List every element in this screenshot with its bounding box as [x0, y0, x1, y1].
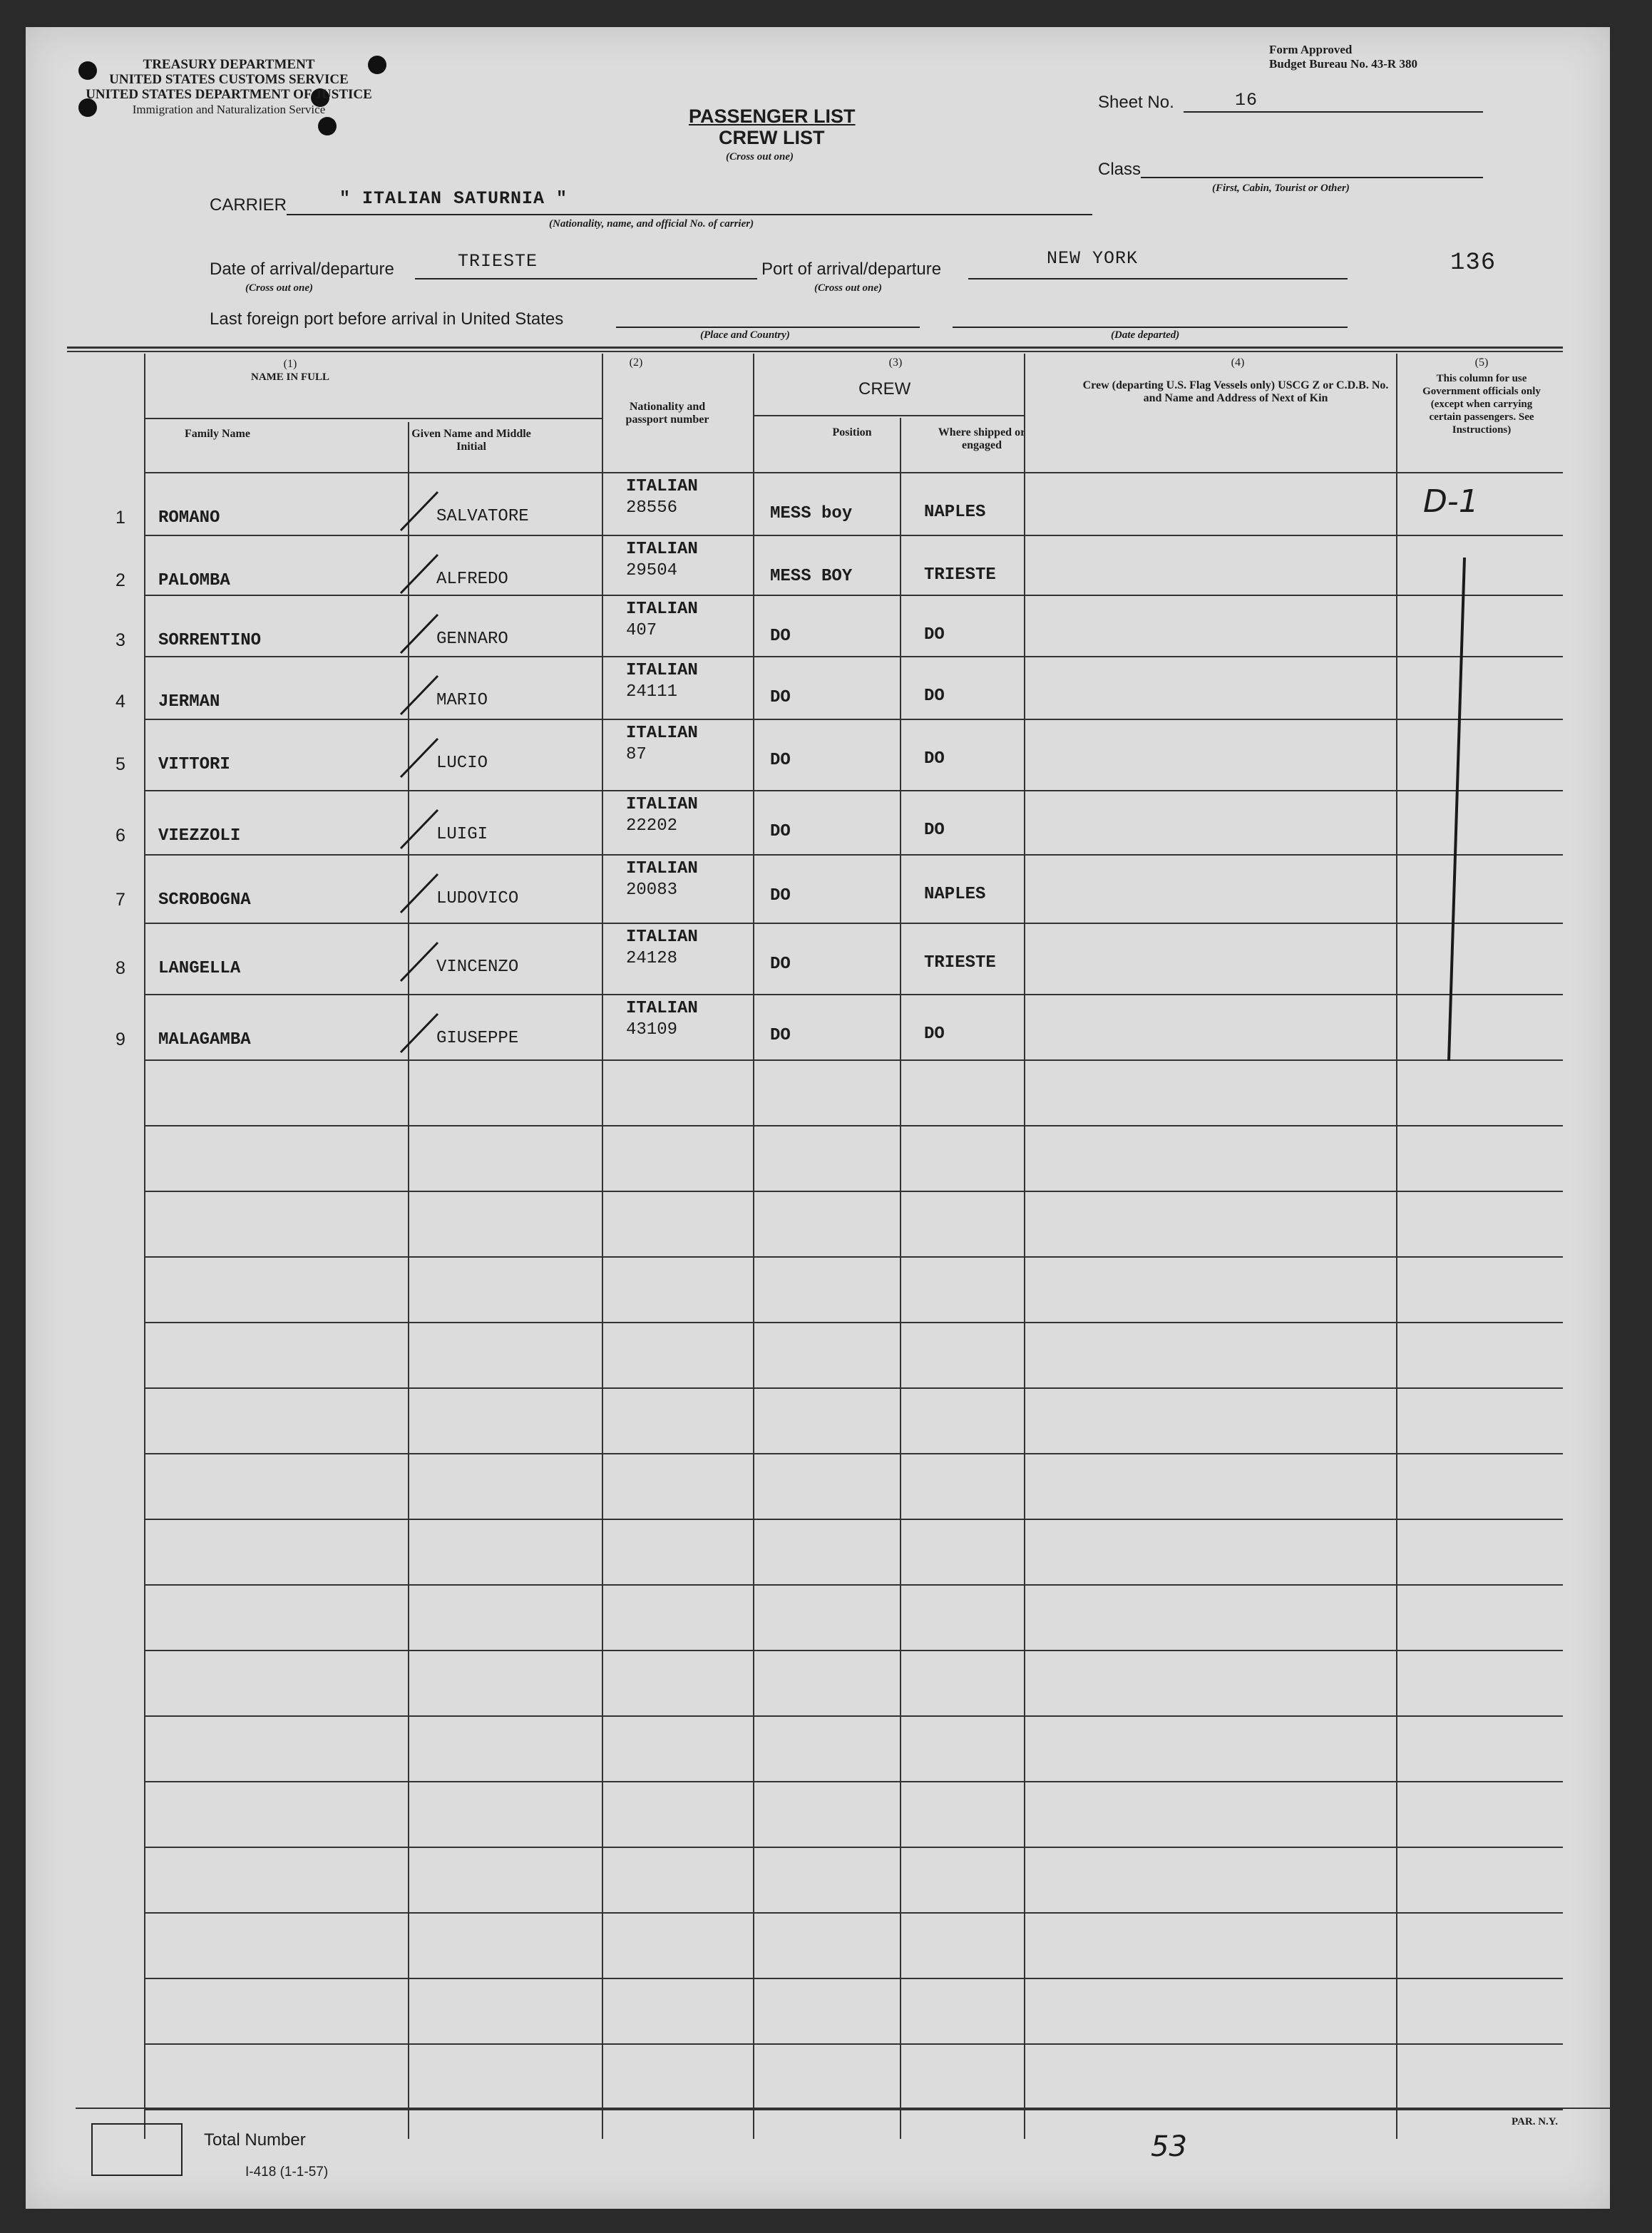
agency-line: UNITED STATES DEPARTMENT OF JUSTICE [86, 87, 372, 102]
where-shipped-cell: DO [924, 1025, 945, 1044]
passport-cell: 29504 [626, 561, 678, 580]
total-number-label: Total Number [204, 2130, 306, 2150]
column-divider [1396, 354, 1397, 2139]
form-approved: Form Approved [1269, 43, 1353, 56]
port-line [968, 278, 1348, 279]
row-line [144, 994, 1563, 995]
nationality-cell: ITALIAN [626, 477, 698, 496]
row-line [144, 656, 1563, 657]
nationality-cell: ITALIAN [626, 540, 698, 559]
check-mark-icon [398, 670, 441, 720]
row-line [144, 1191, 1563, 1192]
row-line [144, 1519, 1563, 1520]
col4-number: (4) [1231, 356, 1245, 369]
row-line [144, 2043, 1563, 2045]
given-name-cell: GIUSEPPE [436, 1029, 519, 1048]
passport-cell: 28556 [626, 498, 678, 518]
family-name-cell: JERMAN [158, 692, 220, 712]
row-line [144, 719, 1563, 720]
col3-number: (3) [888, 356, 903, 369]
row-number: 2 [116, 570, 125, 590]
class-label: Class [1098, 160, 1141, 179]
total-number-box [91, 2123, 183, 2176]
row-line [144, 1912, 1563, 1914]
position-cell: DO [770, 822, 791, 841]
family-name-header: Family Name [185, 428, 250, 440]
place-hint: (Place and Country) [700, 329, 790, 341]
row-number: 4 [116, 692, 125, 712]
given-name-cell: VINCENZO [436, 958, 519, 977]
row-line [144, 790, 1563, 791]
row-line [144, 1125, 1563, 1126]
title-passenger-list: PASSENGER LIST [689, 106, 856, 127]
row-line [144, 1650, 1563, 1651]
where-shipped-cell: DO [924, 821, 945, 840]
nationality-cell: ITALIAN [626, 795, 698, 814]
family-name-cell: LANGELLA [158, 959, 241, 978]
row-line [144, 2109, 1563, 2110]
where-shipped-cell: DO [924, 749, 945, 769]
row-number: 8 [116, 958, 125, 978]
column-divider [1024, 354, 1025, 2139]
col4-header: Crew (departing U.S. Flag Vessels only) USCG Z or C.D.B. No. and Name and Address of Next of Kin [1082, 379, 1389, 404]
row-number: 5 [116, 754, 125, 774]
row-line [144, 854, 1563, 856]
col2-number: (2) [629, 356, 643, 369]
col1-number: (1) [283, 358, 297, 370]
family-name-cell: ROMANO [158, 508, 220, 528]
check-mark-icon [398, 937, 441, 987]
header-rule [67, 351, 1563, 352]
col1-header [144, 358, 436, 384]
port-value: NEW YORK [1047, 248, 1139, 269]
position-cell: DO [770, 688, 791, 707]
nationality-cell: ITALIAN [626, 600, 698, 619]
handwritten-bracket-line [1440, 555, 1469, 1068]
form-sheet [26, 27, 1610, 2209]
col5-header: This column for use Government officials only (except when carrying certain passengers. See Instructions) [1422, 373, 1541, 436]
given-name-cell: MARIO [436, 691, 488, 710]
row-line [144, 1387, 1563, 1389]
passport-cell: 43109 [626, 1020, 678, 1040]
where-shipped-cell: DO [924, 625, 945, 645]
row-number: 1 [116, 508, 125, 528]
position-cell: DO [770, 627, 791, 646]
header-divider [753, 415, 1024, 416]
where-shipped-cell: NAPLES [924, 885, 986, 904]
sheet-no-label: Sheet No. [1098, 93, 1174, 112]
family-name-cell: MALAGAMBA [158, 1030, 251, 1049]
check-mark-icon [398, 868, 441, 918]
column-divider [753, 354, 754, 2139]
last-port-label: Last foreign port before arrival in United States [210, 309, 564, 329]
row-line [144, 595, 1563, 596]
handwritten-count: 53 [1151, 2130, 1187, 2163]
carrier-value: " ITALIAN SATURNIA " [339, 188, 568, 209]
family-name-cell: VIEZZOLI [158, 826, 241, 846]
family-name-cell: VITTORI [158, 755, 230, 774]
agency-line: UNITED STATES CUSTOMS SERVICE [109, 72, 349, 87]
column-divider [602, 354, 603, 2139]
given-name-cell: LUDOVICO [436, 889, 519, 908]
header-rule [67, 346, 1563, 349]
nationality-cell: ITALIAN [626, 859, 698, 878]
form-approved-block [1269, 43, 1417, 71]
agency-line: TREASURY DEPARTMENT [143, 57, 315, 72]
given-name-cell: ALFREDO [436, 570, 508, 589]
carrier-label: CARRIER [210, 195, 287, 215]
position-header: Position [832, 426, 872, 438]
where-shipped-header: Where shipped or engaged [938, 426, 1026, 451]
row-line [144, 1715, 1563, 1717]
check-mark-icon [398, 486, 441, 536]
nationality-cell: ITALIAN [626, 999, 698, 1018]
where-shipped-cell: DO [924, 687, 945, 706]
row-number: 7 [116, 890, 125, 910]
passport-cell: 87 [626, 745, 647, 764]
port-label: Port of arrival/departure [761, 260, 942, 279]
cross-out-hint: (Cross out one) [726, 151, 794, 163]
given-name-header: Given Name and Middle Initial [411, 428, 531, 453]
row-line [144, 535, 1563, 536]
row-number: 9 [116, 1030, 125, 1049]
sheet-no-line [1184, 111, 1483, 113]
row-line [144, 1453, 1563, 1454]
header-divider [144, 418, 602, 419]
row-line [144, 1059, 1563, 1061]
column-divider [900, 418, 901, 2139]
form-number: I-418 (1-1-57) [245, 2165, 329, 2180]
date-departed-hint: (Date departed) [1111, 329, 1180, 341]
where-shipped-cell: TRIESTE [924, 565, 996, 585]
col5-annotation: D-1 [1423, 483, 1479, 520]
last-port-line [616, 327, 920, 328]
date-value: TRIESTE [458, 251, 538, 272]
row-line [144, 1322, 1563, 1323]
title-crew-list: CREW LIST [719, 127, 825, 148]
where-shipped-cell: NAPLES [924, 503, 986, 522]
nationality-cell: ITALIAN [626, 724, 698, 743]
header-divider [144, 472, 1563, 473]
page-number: 136 [1450, 250, 1497, 277]
budget-bureau: Budget Bureau No. 43-R 380 [1269, 57, 1417, 71]
check-mark-icon [398, 549, 441, 599]
where-shipped-cell: TRIESTE [924, 953, 996, 972]
agency-block [76, 57, 382, 117]
nationality-cell: ITALIAN [626, 928, 698, 947]
row-line [144, 923, 1563, 924]
date-departed-line [953, 327, 1348, 328]
class-line [1141, 177, 1483, 178]
date-label: Date of arrival/departure [210, 260, 394, 279]
family-name-cell: PALOMBA [158, 571, 230, 590]
row-number: 6 [116, 826, 125, 846]
passport-cell: 24128 [626, 949, 678, 968]
class-hint: (First, Cabin, Tourist or Other) [1212, 183, 1350, 194]
given-name-cell: LUIGI [436, 825, 488, 844]
col1-title: NAME IN FULL [250, 371, 329, 383]
family-name-cell: SCROBOGNA [158, 890, 251, 910]
crew-header: CREW [858, 379, 911, 399]
check-mark-icon [398, 733, 441, 783]
given-name-cell: GENNARO [436, 630, 508, 649]
position-cell: MESS boy [770, 504, 853, 523]
nationality-header: Nationality and passport number [625, 401, 709, 426]
punch-hole [318, 117, 337, 135]
row-line [144, 1978, 1563, 1979]
passport-cell: 24111 [626, 682, 678, 702]
row-number: 3 [116, 630, 125, 650]
row-line [144, 1781, 1563, 1782]
family-name-cell: SORRENTINO [158, 631, 262, 650]
table-border-left [144, 354, 145, 2139]
position-cell: DO [770, 1026, 791, 1045]
check-mark-icon [398, 609, 441, 659]
check-mark-icon [398, 804, 441, 854]
position-cell: DO [770, 751, 791, 770]
passport-cell: 20083 [626, 881, 678, 900]
printer-mark: PAR. N.Y. [1512, 2116, 1559, 2127]
row-line [144, 1584, 1563, 1586]
row-line [144, 1256, 1563, 1258]
sheet-no-value: 16 [1235, 90, 1258, 111]
position-cell: DO [770, 955, 791, 974]
carrier-line [287, 214, 1092, 215]
col5-number: (5) [1474, 356, 1489, 369]
date-line [415, 278, 757, 279]
nationality-cell: ITALIAN [626, 661, 698, 680]
given-name-cell: SALVATORE [436, 507, 529, 526]
position-cell: DO [770, 886, 791, 905]
passport-cell: 407 [626, 621, 657, 640]
date-hint: (Cross out one) [245, 282, 314, 294]
carrier-hint: (Nationality, name, and official No. of carrier) [549, 218, 754, 230]
port-hint: (Cross out one) [814, 282, 883, 294]
row-line [144, 1847, 1563, 1848]
agency-line: Immigration and Naturalization Service [132, 103, 326, 116]
given-name-cell: LUCIO [436, 754, 488, 773]
position-cell: MESS BOY [770, 567, 853, 586]
footer-rule [76, 2108, 1610, 2109]
check-mark-icon [398, 1008, 441, 1058]
passport-cell: 22202 [626, 816, 678, 836]
